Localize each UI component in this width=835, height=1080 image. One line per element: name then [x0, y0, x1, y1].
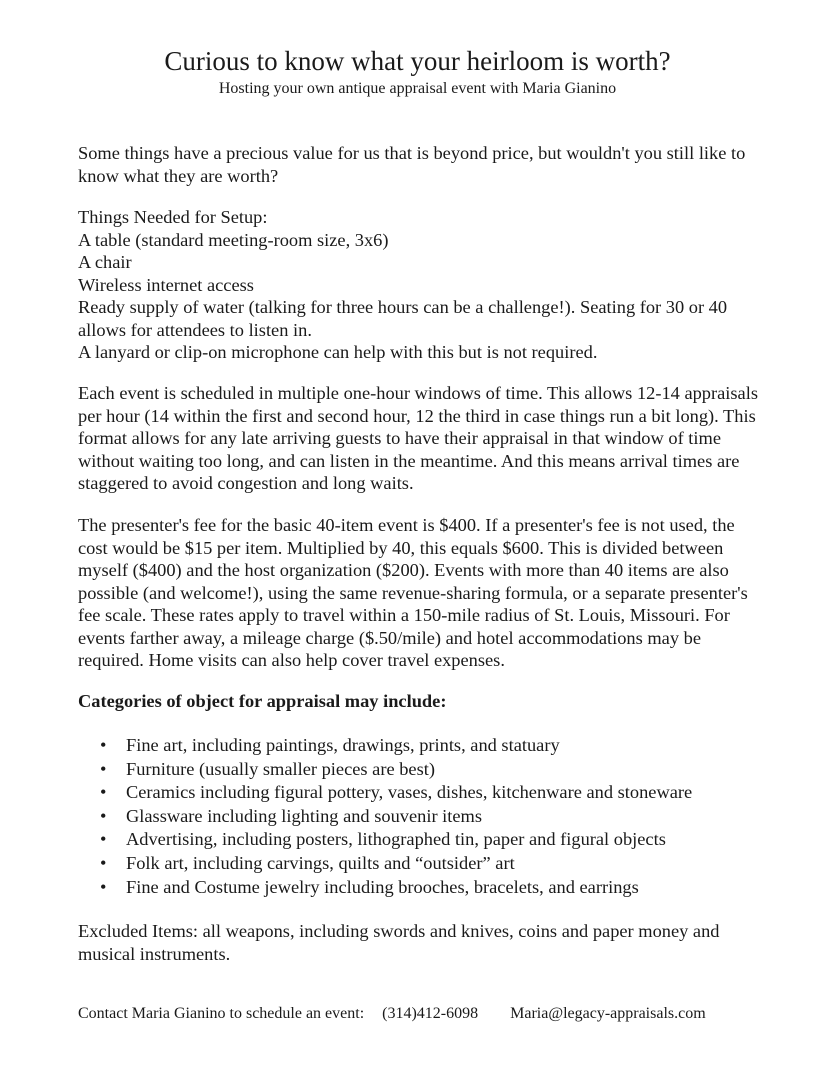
list-item [78, 758, 778, 782]
list-item-label: Furniture (usually smaller pieces are best) [126, 758, 435, 779]
contact-phone: (314)412-6098 [382, 1005, 479, 1022]
setup-item-internet: Wireless internet access [78, 274, 254, 295]
bullet-icon: • [100, 852, 107, 873]
categories-heading: Categories of object for appraisal may include: [78, 691, 447, 711]
list-item-label: Ceramics including figural pottery, vases, dishes, kitchenware and stoneware [126, 782, 693, 803]
fees-paragraph: The presenter's fee for the basic 40-item event is $400. If a presenter's fee is not used, the cost would be $15 per item. Multiplied by 40, this equals $600. This is divided between myself ($400) and the host organization ($200). Events with more than 40 items are also possible (and welcome!), using the same revenue-sharing formula, or a separate presenter's fee scale. These rates apply to travel within a 150-mile radius of St. Louis, Missouri. For events farther away, a mileage charge ($.50/mile) and hotel accommodations may be required. Home visits can also help cover travel expenses. [78, 515, 748, 670]
setup-heading: Things Needed for Setup: [78, 207, 268, 227]
bullet-icon: • [100, 782, 107, 803]
bullet-icon: • [100, 876, 107, 897]
list-item [78, 828, 778, 852]
categories-list [78, 734, 778, 899]
setup-item-microphone: A lanyard or clip-on microphone can help with this but is not required. [78, 342, 598, 362]
setup-item-table: A table (standard meeting-room size, 3x6) [78, 229, 389, 250]
excluded-items-paragraph: Excluded Items: all weapons, including swords and knives, coins and paper money and musical instruments. [78, 921, 720, 964]
list-item-label: Fine and Costume jewelry including brooches, bracelets, and earrings [126, 876, 639, 897]
bullet-icon: • [100, 829, 107, 850]
list-item-label: Fine art, including paintings, drawings, prints, and statuary [126, 735, 560, 755]
schedule-paragraph: Each event is scheduled in multiple one-hour windows of time. This allows 12-14 appraisals per hour (14 within the first and second hour, 12 the third in case things run a bit long). This format allows for any late arriving guests to have their appraisal in that window of time without waiting too long, and can listen in the meantime. And this means arrival times are staggered to avoid congestion and long waits. [78, 383, 758, 493]
list-item [78, 805, 778, 829]
list-item-label: Folk art, including carvings, quilts and “outsider” art [126, 852, 515, 873]
list-item [78, 852, 778, 876]
list-item [78, 781, 778, 805]
bullet-icon: • [100, 735, 107, 755]
contact-email: Maria@legacy-appraisals.com [510, 1005, 706, 1022]
setup-item-water: Ready supply of water (talking for three hours can be a challenge!). Seating for 30 or 40 allows for attendees to listen in. [78, 297, 728, 340]
list-item [78, 876, 778, 900]
setup-item-chair: A chair [78, 252, 132, 272]
contact-line [78, 1004, 706, 1024]
page-title: Curious to know what your heirloom is worth? [164, 46, 671, 76]
contact-label: Contact Maria Gianino to schedule an event: [78, 1005, 365, 1022]
bullet-icon: • [100, 758, 107, 779]
bullet-icon: • [100, 805, 107, 826]
list-item-label: Glassware including lighting and souvenir items [126, 805, 483, 826]
setup-section [78, 206, 768, 364]
list-item-label: Advertising, including posters, lithographed tin, paper and figural objects [126, 829, 666, 850]
list-item [78, 734, 778, 758]
intro-paragraph: Some things have a precious value for us that is beyond price, but wouldn't you still like to know what they are worth? [78, 143, 746, 186]
page-subtitle: Hosting your own antique appraisal event with Maria Gianino [218, 80, 617, 97]
